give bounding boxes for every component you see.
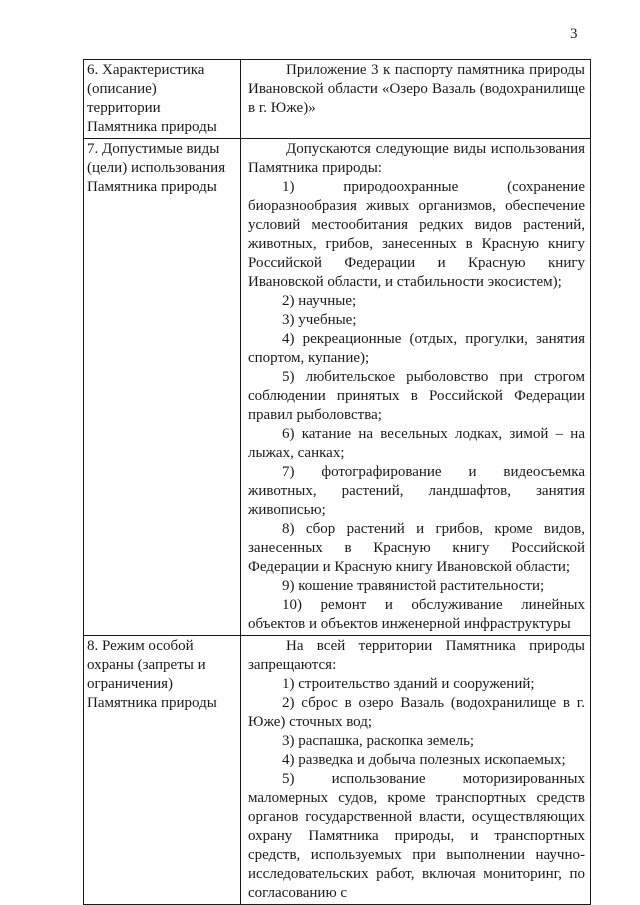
table-row — [84, 60, 591, 139]
paragraph: 5) любительское рыболовство при строгом соблюдении принятых в Российской Федерации правил рыболовства; — [248, 369, 585, 423]
row-label-line: 8. Режим особой — [87, 638, 194, 654]
row-label-cell — [84, 60, 241, 139]
paragraph: 7) фотографирование и видеосъемка животных, растений, ландшафтов, занятия живописью; — [248, 464, 585, 518]
row-label-line: 7. Допустимые виды — [87, 141, 220, 157]
table-row — [84, 139, 591, 636]
table-row — [84, 636, 591, 905]
row-label-line: (описание) — [87, 81, 157, 97]
paragraph: 3) распашка, раскопка земель; — [282, 733, 475, 749]
paragraph: 3) учебные; — [282, 312, 357, 328]
row-content-cell — [241, 60, 591, 139]
paragraph: Приложение 3 к паспорту памятника природы Ивановской области «Озеро Вазаль (водохранилище в г. Юже)» — [248, 62, 585, 116]
row-label-line: (цели) использования — [87, 160, 226, 176]
passport-table — [83, 59, 591, 905]
row-label-line: территории — [87, 100, 161, 116]
paragraph: На всей территории Памятника природы запрещаются: — [248, 638, 585, 673]
row-label-line: 6. Характеристика — [87, 62, 205, 78]
paragraph: 1) природоохранные (сохранение биоразнообразия живых организмов, обеспечение условий местообитания редких видов растений, животных, грибов, занесенных в Красную книгу Российской Федерации и Красную книгу Ивановской области, и стабильности экосистем); — [248, 179, 585, 290]
paragraph: 10) ремонт и обслуживание линейных объектов и объектов инженерной инфраструктуры — [248, 597, 585, 632]
row-label-line: охраны (запреты и — [87, 657, 206, 673]
page-number: 3 — [570, 26, 578, 42]
row-label-line: ограничения) — [87, 676, 174, 692]
row-label-cell — [84, 139, 241, 636]
paragraph: Допускаются следующие виды использования Памятника природы: — [248, 141, 585, 176]
row-label-line: Памятника природы — [87, 695, 217, 711]
paragraph: 2) сброс в озеро Вазаль (водохранилище в г. Юже) сточных вод; — [248, 695, 585, 730]
row-label-line: Памятника природы — [87, 179, 217, 195]
paragraph: 6) катание на весельных лодках, зимой – на лыжах, санках; — [248, 426, 585, 461]
paragraph: 8) сбор растений и грибов, кроме видов, занесенных в Красную книгу Российской Федерации и Красную книгу Ивановской области; — [248, 521, 585, 575]
row-label-cell — [84, 636, 241, 905]
paragraph: 1) строительство зданий и сооружений; — [282, 676, 535, 692]
paragraph: 4) разведка и добыча полезных ископаемых; — [282, 752, 566, 768]
paragraph: 4) рекреационные (отдых, прогулки, занятия спортом, купание); — [248, 331, 585, 366]
paragraph: 9) кошение травянистой растительности; — [282, 578, 545, 594]
paragraph: 5) использование моторизированных маломерных судов, кроме транспортных средств органов государственной власти, осуществляющих охрану Памятника природы, и транспортных средств, используемых при выполнении научно-исследовательских работ, включая мониторинг, по согласованию с — [248, 771, 585, 901]
row-content-cell — [241, 139, 591, 636]
row-content-cell — [241, 636, 591, 905]
paragraph: 2) научные; — [282, 293, 357, 309]
row-label-line: Памятника природы — [87, 119, 217, 135]
